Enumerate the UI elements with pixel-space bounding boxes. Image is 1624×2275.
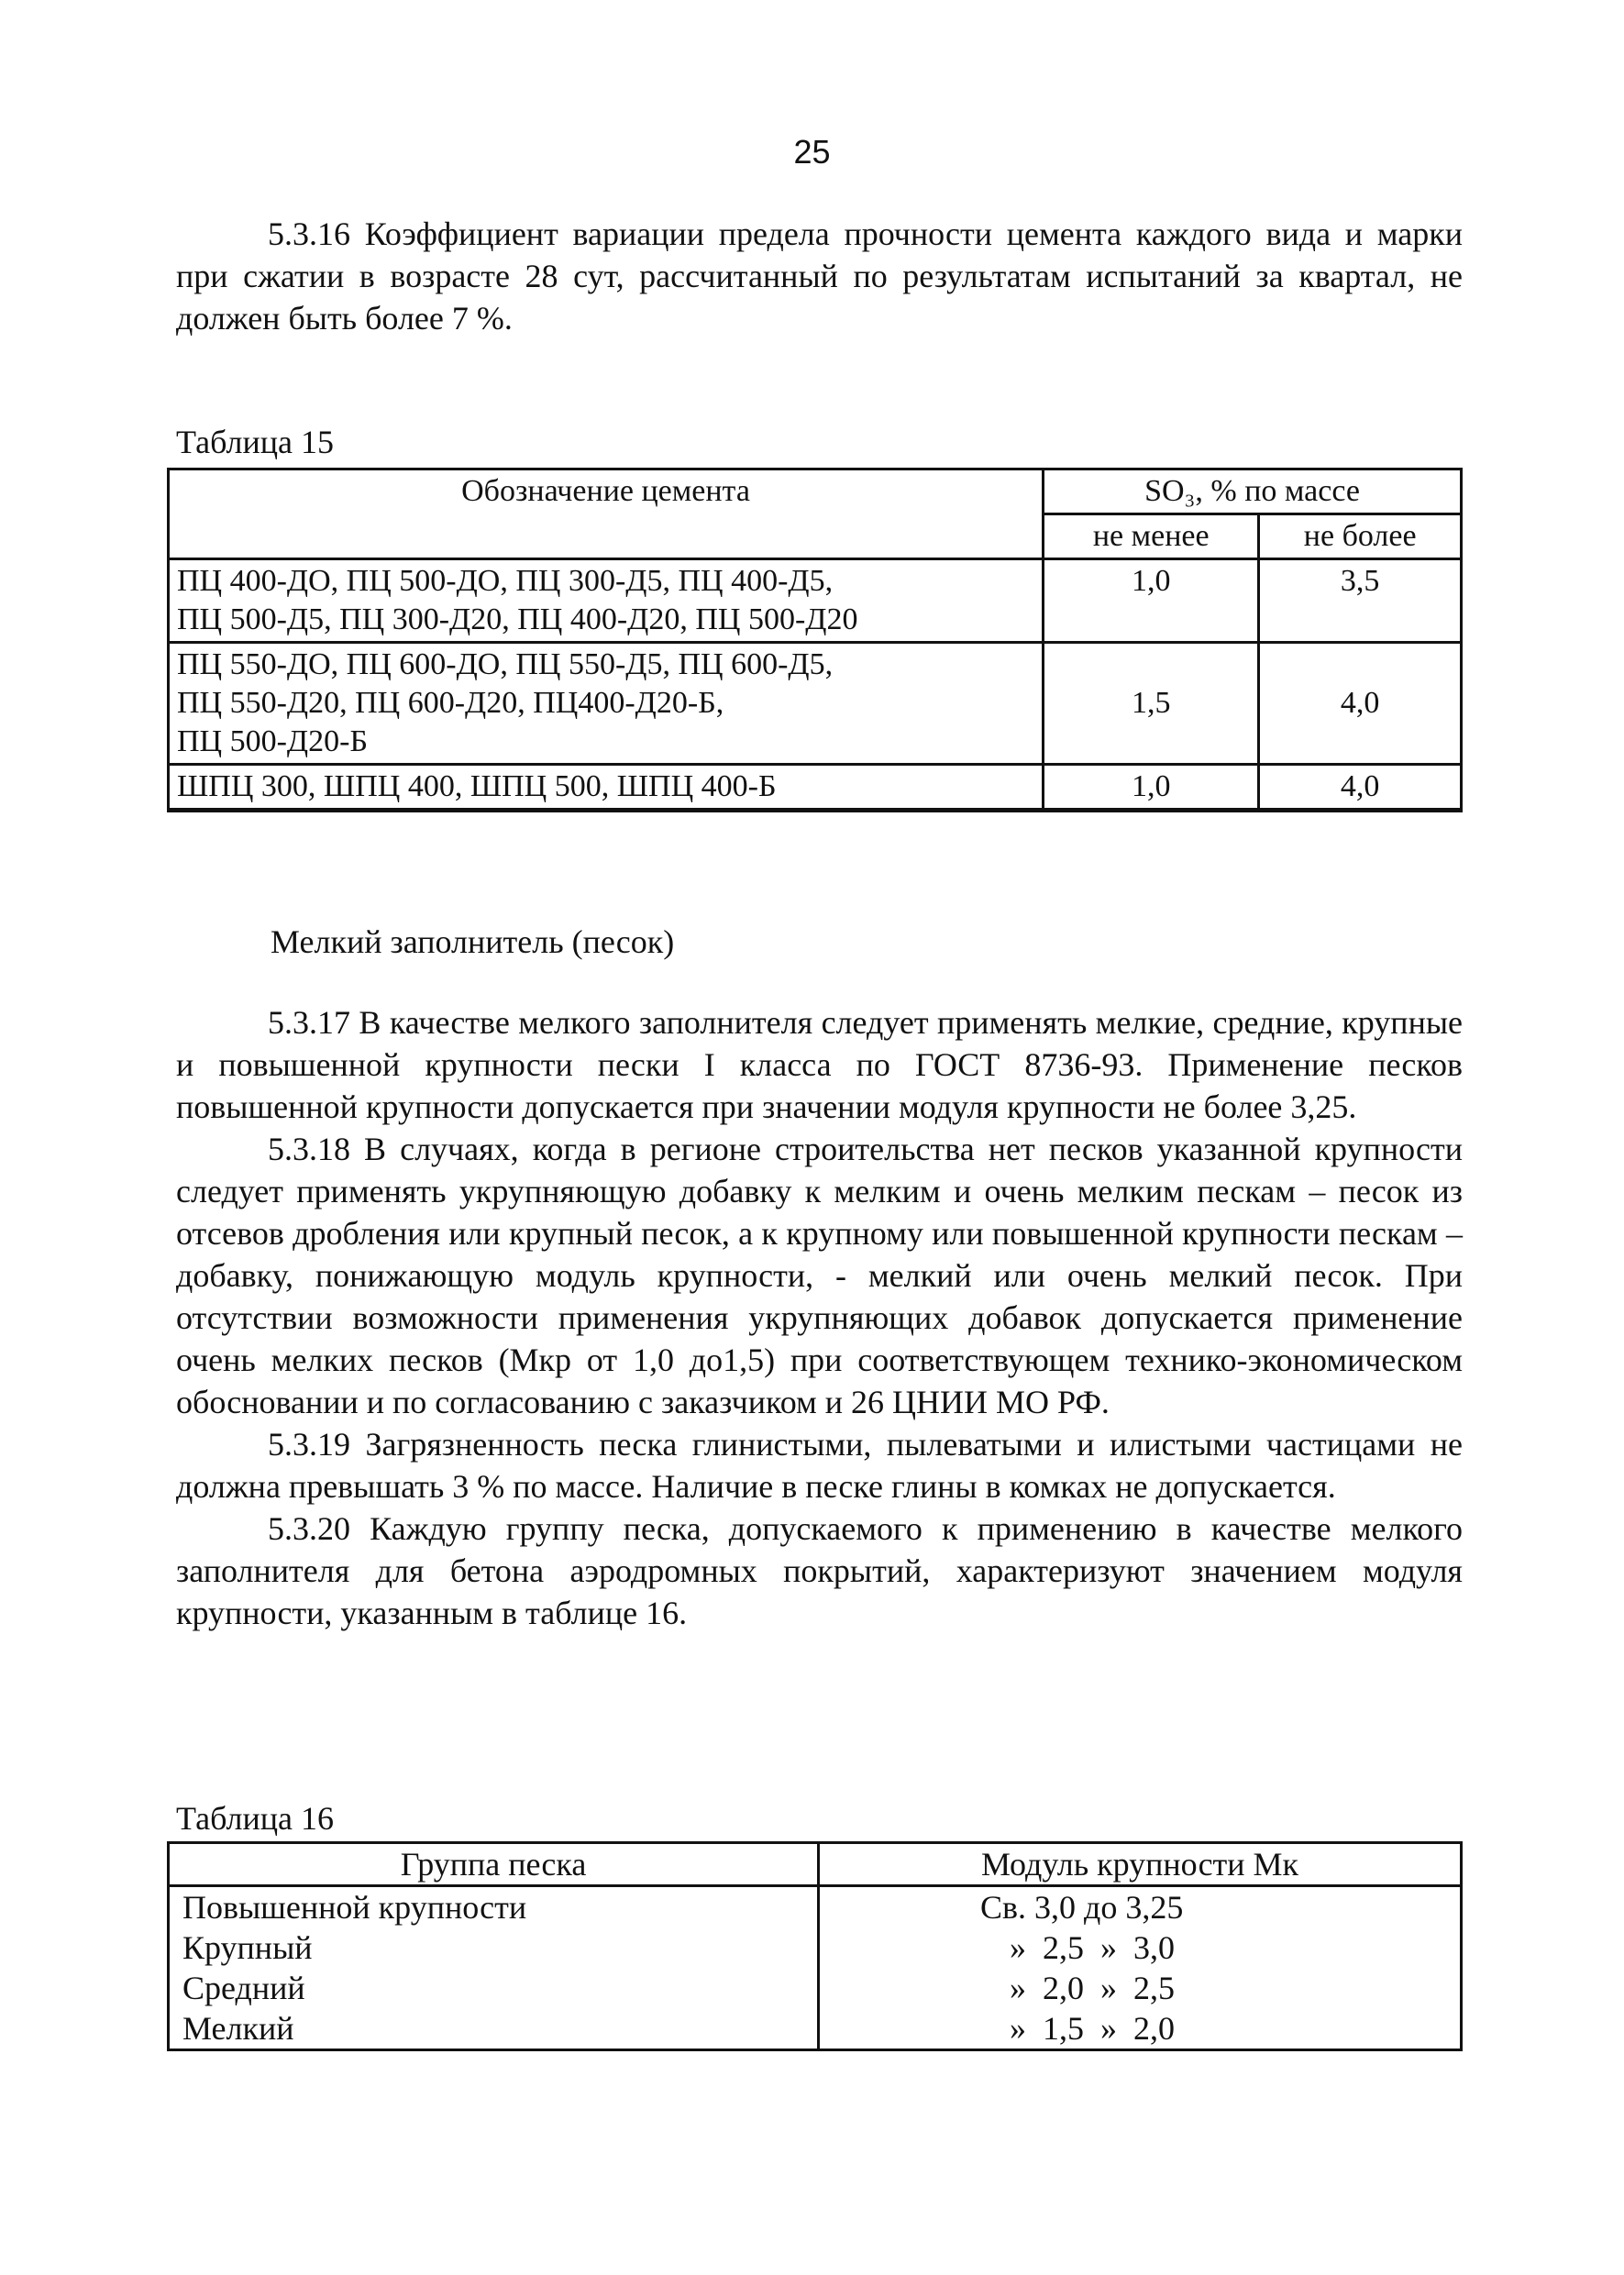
table-row	[169, 559, 1462, 643]
section-title: Мелкий заполнитель (песок)	[271, 923, 675, 960]
so3-min-cell: 1,0	[1044, 559, 1259, 643]
paragraph-5-3-16: 5.3.16 Коэффициент вариации предела прочности цемента каждого вида и марки при сжатии в возрасте 28 сут, рассчитанный по результатам испытаний за квартал, не должен быть более 7 %.	[176, 215, 1463, 337]
sand-group-cell: Средний	[169, 1968, 819, 2008]
table-row	[169, 1968, 1462, 2008]
cement-line: ШПЦ 300, ШПЦ 400, ШПЦ 500, ШПЦ 400-Б	[177, 769, 777, 803]
sand-group-cell: Повышенной крупности	[169, 1886, 819, 1928]
so3-max-cell: 4,0	[1259, 643, 1462, 765]
header-so3: SO₃, % по массе	[1044, 469, 1462, 514]
fineness-modulus-cell: » 2,0 » 2,5	[819, 1968, 1462, 2008]
table-row	[169, 1886, 1462, 1928]
table-15-caption: Таблица 15	[176, 424, 334, 460]
header-sand-group: Группа песка	[169, 1843, 819, 1886]
so3-max-cell: 3,5	[1259, 559, 1462, 643]
paragraph-5-3-17: 5.3.17 В качестве мелкого заполнителя следует применять мелкие, средние, крупные и повышенной крупности пески I класса по ГОСТ 8736-93. Применение песков повышенной крупности допускается при значении модуля крупности не более 3,25.	[176, 1004, 1463, 1125]
fineness-modulus-cell: » 2,5 » 3,0	[819, 1927, 1462, 1968]
cement-designation-cell	[169, 643, 1044, 765]
table-row	[169, 2008, 1462, 2050]
so3-min-cell: 1,5	[1044, 643, 1259, 765]
cement-line: ПЦ 500-Д5, ПЦ 300-Д20, ПЦ 400-Д20, ПЦ 500-Д20	[177, 602, 858, 636]
cement-line: ПЦ 550-Д20, ПЦ 600-Д20, ПЦ400-Д20-Б,	[177, 686, 724, 720]
table-row	[169, 765, 1462, 811]
so3-min-cell: 1,0	[1044, 765, 1259, 811]
table-16-header-row	[169, 1843, 1462, 1886]
table-16	[167, 1841, 1463, 2051]
table-16-caption: Таблица 16	[176, 1800, 334, 1837]
table-row	[169, 1927, 1462, 1968]
header-fineness-modulus: Модуль крупности Мк	[819, 1843, 1462, 1886]
page-number: 25	[793, 133, 831, 171]
paragraph-5-3-20: 5.3.20 Каждую группу песка, допускаемого к применению в качестве мелкого заполнителя для бетона аэродромных покрытий, характеризуют значением модуля крупности, указанным в таблице 16.	[176, 1510, 1463, 1631]
cement-line: ПЦ 400-ДО, ПЦ 500-ДО, ПЦ 300-Д5, ПЦ 400-Д5,	[177, 564, 834, 598]
cement-designation-cell	[169, 765, 1044, 811]
table-row	[169, 643, 1462, 765]
header-designation: Обозначение цемента	[169, 469, 1044, 559]
cement-line: ПЦ 500-Д20-Б	[177, 724, 368, 758]
paragraphs-block	[176, 1001, 1463, 1634]
table-15	[167, 468, 1463, 812]
sand-group-cell: Мелкий	[169, 2008, 819, 2050]
cement-line: ПЦ 550-ДО, ПЦ 600-ДО, ПЦ 550-Д5, ПЦ 600-Д5,	[177, 647, 834, 681]
sand-group-cell: Крупный	[169, 1927, 819, 1968]
fineness-modulus-cell: » 1,5 » 2,0	[819, 2008, 1462, 2050]
cement-designation-cell	[169, 559, 1044, 643]
so3-max-cell: 4,0	[1259, 765, 1462, 811]
table-15-header-row	[169, 469, 1462, 514]
paragraph-5-3-19: 5.3.19 Загрязненность песка глинистыми, пылеватыми и илистыми частицами не должна превышать 3 % по массе. Наличие в песке глины в комках не допускается.	[176, 1426, 1463, 1505]
paragraph-5-3-18: 5.3.18 В случаях, когда в регионе строительства нет песков указанной крупности следует применять укрупняющую добавку к мелким и очень мелким пескам – песок из отсевов дробления или крупный песок, а к крупному или повышенной крупности пескам – добавку, понижающую модуль крупности, - мелкий или очень мелкий песок. При отсутствии возможности применения укрупняющих добавок допускается применение очень мелких песков (Mкр от 1,0 до1,5) при соответствующем технико-экономическом обосновании и по согласованию с заказчиком и 26 ЦНИИ МО РФ.	[176, 1131, 1463, 1420]
fineness-modulus-cell: Св. 3,0 до 3,25	[819, 1886, 1462, 1928]
header-max: не более	[1259, 514, 1462, 559]
header-min: не менее	[1044, 514, 1259, 559]
